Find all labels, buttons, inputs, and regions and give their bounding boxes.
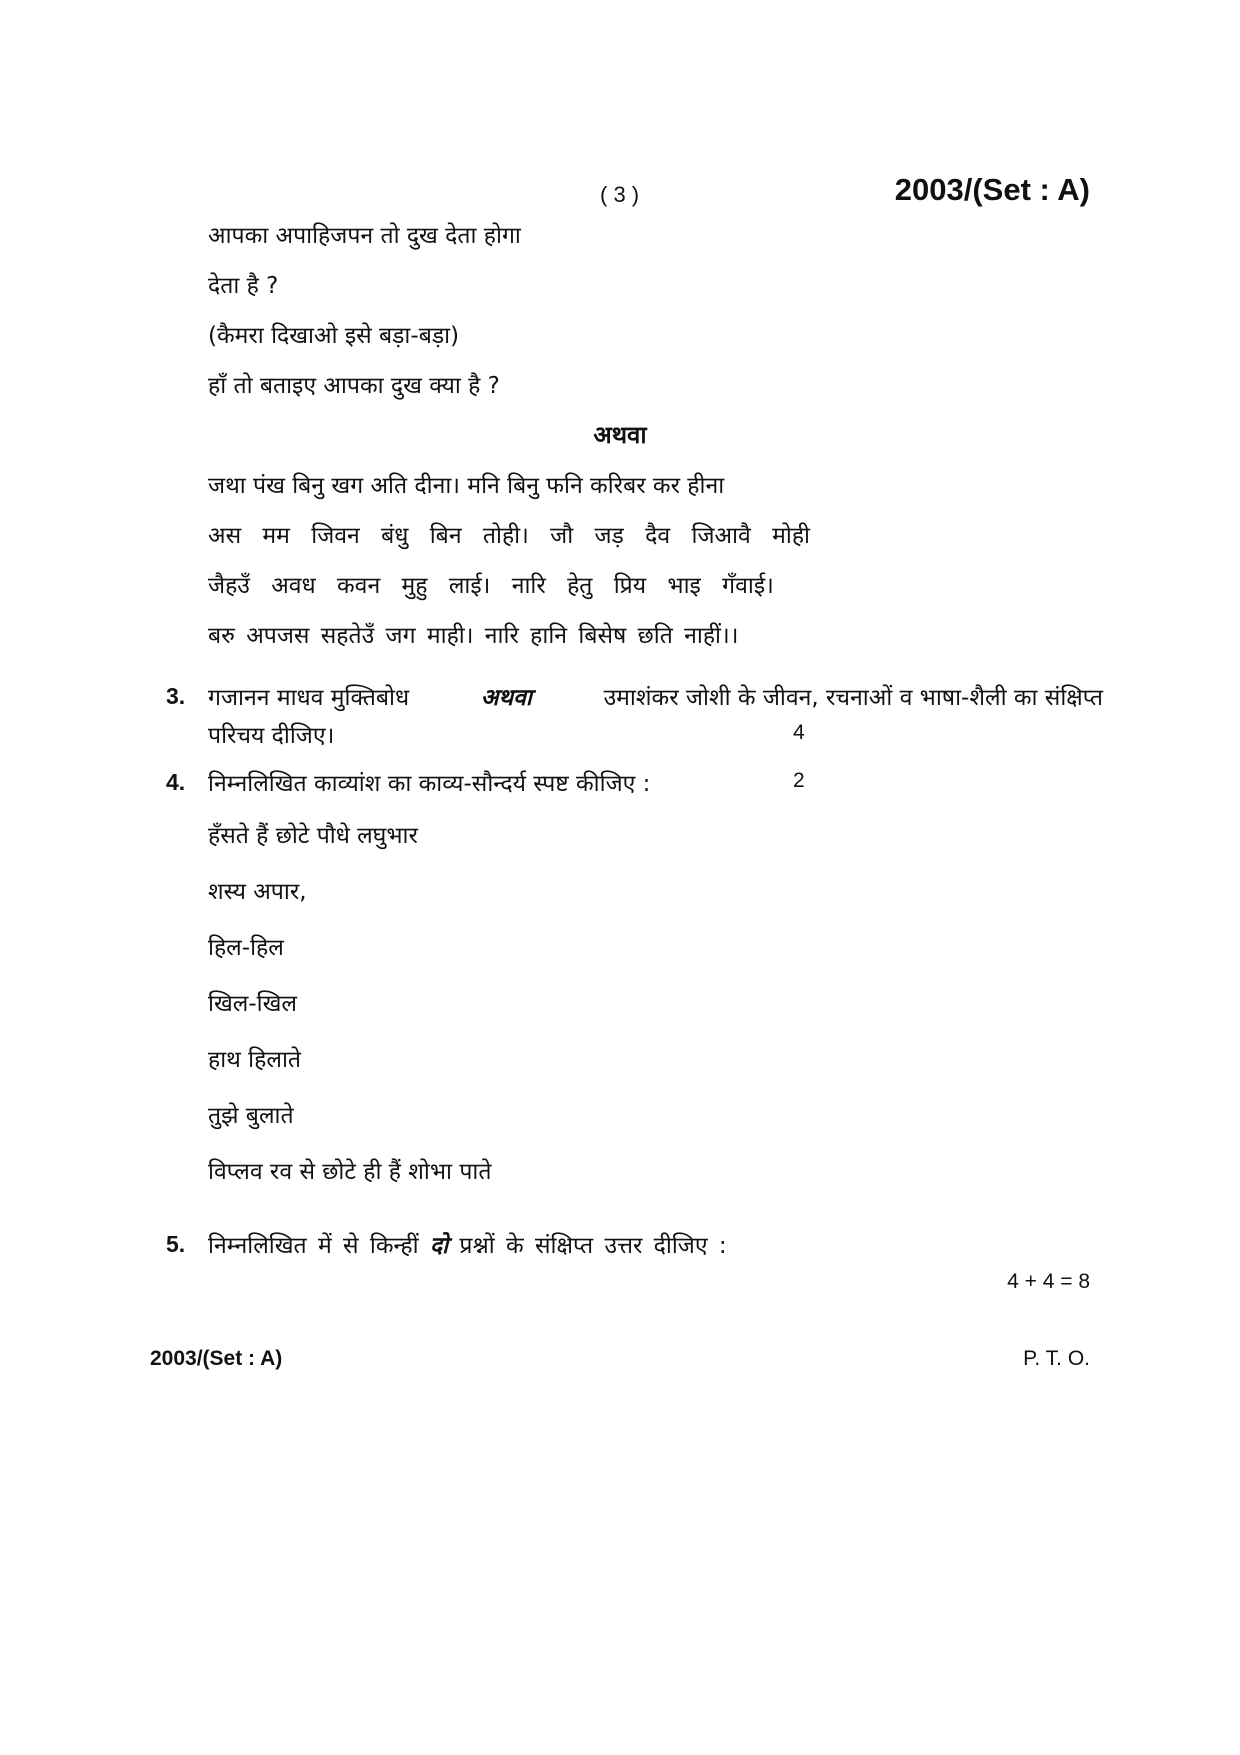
passage1-line-1: आपका अपाहिजपन तो दुख देता होगा bbox=[208, 223, 521, 249]
question-3-emphasis: अथवा bbox=[480, 685, 532, 711]
poem-line-6: तुझे बुलाते bbox=[208, 1103, 294, 1129]
passage1-line-2: देता है ? bbox=[208, 273, 279, 299]
question-3-marks: 4 bbox=[793, 721, 805, 744]
question-3-text-after: उमाशंकर जोशी के जीवन, रचनाओं व भाषा-शैली का संक्षिप्त bbox=[603, 685, 1103, 711]
poem-line-5: हाथ हिलाते bbox=[208, 1047, 302, 1073]
poem-line-3: हिल-हिल bbox=[208, 935, 284, 961]
question-3-number: 3. bbox=[166, 683, 186, 709]
passage2-line-2: अस मम जिवन बंधु बिन तोही। जौ जड़ दैव जिआवै मोही bbox=[208, 523, 810, 549]
poem-line-4: खिल-खिल bbox=[208, 991, 298, 1017]
passage2-line-3: जैहउँ अवध कवन मुहु लाई। नारि हेतु प्रिय भाइ गँवाई। bbox=[208, 573, 774, 599]
passage2-line-4: बरु अपजस सहतेउँ जग माही। नारि हानि बिसेष छति नाहीं।। bbox=[208, 623, 739, 649]
paper-code-header: 2003/(Set : A) bbox=[894, 172, 1090, 207]
passage1-line-4: हाँ तो बताइए आपका दुख क्या है ? bbox=[208, 373, 500, 399]
poem-line-1: हँसते हैं छोटे पौधे लघुभार bbox=[208, 823, 418, 849]
passage1-line-3: (कैमरा दिखाओ इसे बड़ा-बड़ा) bbox=[208, 323, 460, 349]
question-5-emphasis: दो bbox=[429, 1233, 449, 1259]
question-5-text-before: निम्नलिखित में से किन्हीं bbox=[208, 1233, 419, 1259]
question-4-number: 4. bbox=[166, 769, 186, 795]
question-5-text-after: प्रश्नों के संक्षिप्त उत्तर दीजिए : bbox=[459, 1233, 727, 1259]
question-5-text bbox=[208, 1228, 727, 1260]
question-5-marks: 4 + 4 = 8 bbox=[1007, 1270, 1090, 1293]
question-5-number: 5. bbox=[166, 1231, 186, 1257]
poem-line-2: शस्य अपार, bbox=[208, 879, 307, 905]
question-4-text: निम्नलिखित काव्यांश का काव्य-सौन्दर्य स्पष्ट कीजिए : bbox=[208, 771, 651, 797]
paper-code-footer: 2003/(Set : A) bbox=[150, 1347, 283, 1370]
page-number: ( 3 ) bbox=[600, 182, 640, 207]
athva-heading: अथवा bbox=[593, 421, 647, 449]
question-3-text bbox=[208, 680, 1103, 712]
question-3-text-line2: परिचय दीजिए। bbox=[208, 723, 335, 749]
poem-line-7: विप्लव रव से छोटे ही हैं शोभा पाते bbox=[208, 1159, 492, 1185]
question-3-text-before: गजानन माधव मुक्तिबोध bbox=[208, 685, 410, 711]
question-4-marks: 2 bbox=[793, 769, 805, 792]
passage2-line-1: जथा पंख बिनु खग अति दीना। मनि बिनु फनि करिबर कर हीना bbox=[208, 473, 725, 499]
pto-label: P. T. O. bbox=[1023, 1347, 1090, 1370]
